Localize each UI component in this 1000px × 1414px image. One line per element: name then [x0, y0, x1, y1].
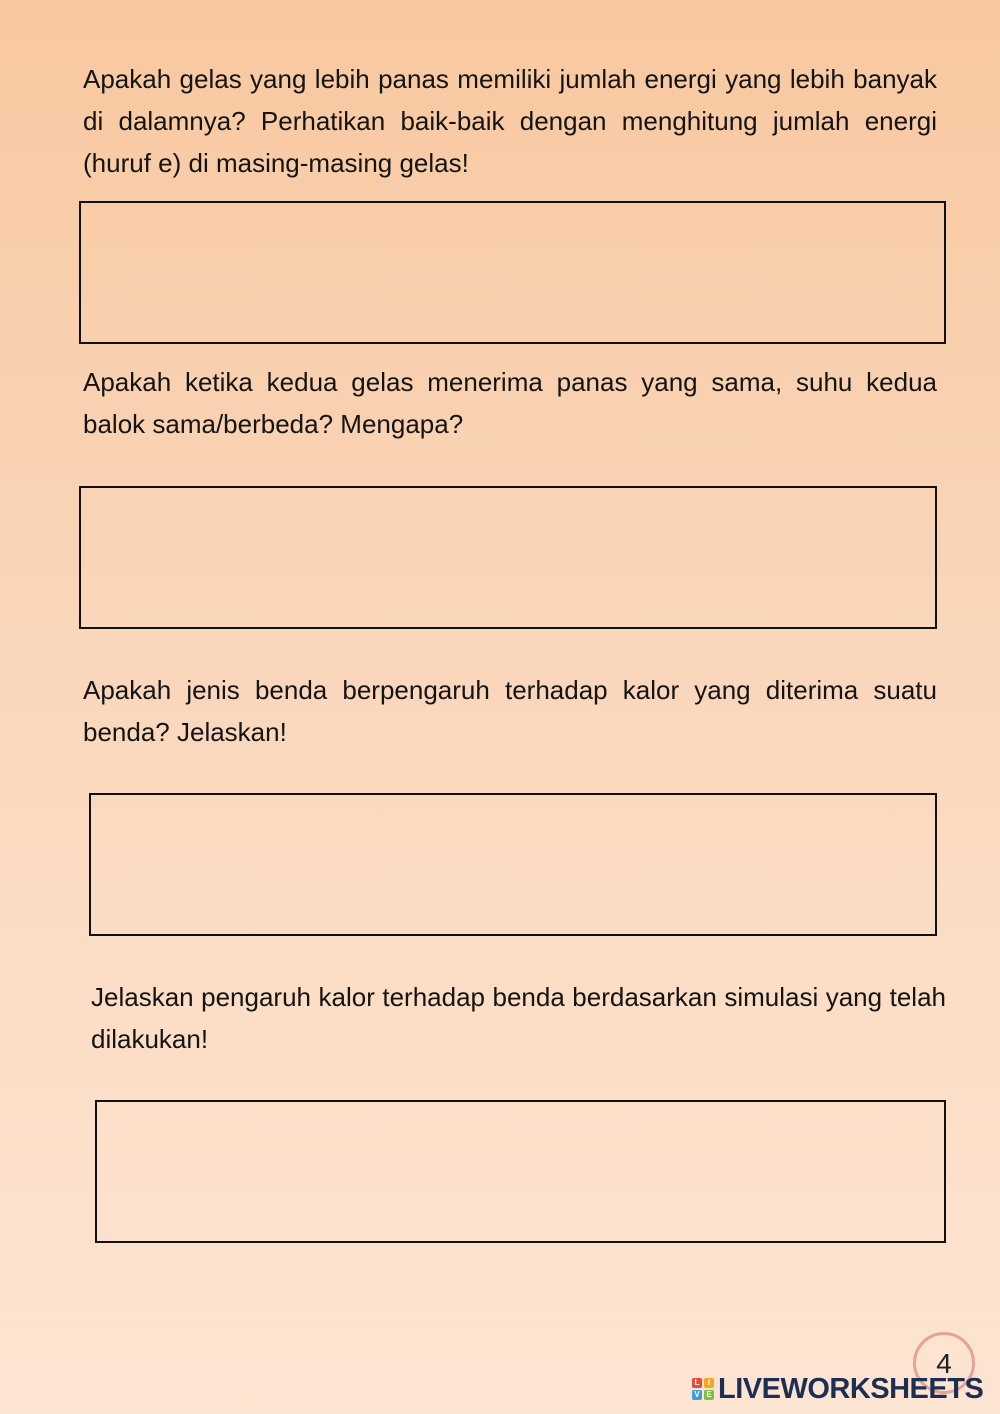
question-3-text: Apakah jenis benda berpengaruh terhadap kalor yang diterima suatu benda? Jelaskan! [83, 675, 937, 747]
answer-box-4[interactable] [95, 1100, 946, 1243]
logo-letter: E [704, 1390, 714, 1400]
liveworksheets-watermark [692, 1374, 983, 1404]
logo-letter: V [692, 1390, 702, 1400]
question-1-text: Apakah gelas yang lebih panas memiliki jumlah energi yang lebih banyak di dalamnya? Perhatikan baik-baik dengan menghitung jumlah energi (huruf e) di masing-masing gelas! [83, 64, 937, 178]
logo-letter: I [704, 1378, 714, 1388]
liveworksheets-logo-icon [692, 1378, 714, 1400]
page-number: 4 [936, 1348, 952, 1379]
answer-box-1[interactable] [79, 201, 946, 344]
logo-letter: L [692, 1378, 702, 1388]
watermark-text: LIVEWORKSHEETS [718, 1372, 984, 1405]
answer-box-2[interactable] [79, 486, 937, 629]
question-4-text: Jelaskan pengaruh kalor terhadap benda berdasarkan simulasi yang telah dilakukan! [91, 982, 946, 1054]
answer-box-3[interactable] [89, 793, 937, 936]
question-2-text: Apakah ketika kedua gelas menerima panas yang sama, suhu kedua balok sama/berbeda? Mengapa? [83, 367, 937, 439]
